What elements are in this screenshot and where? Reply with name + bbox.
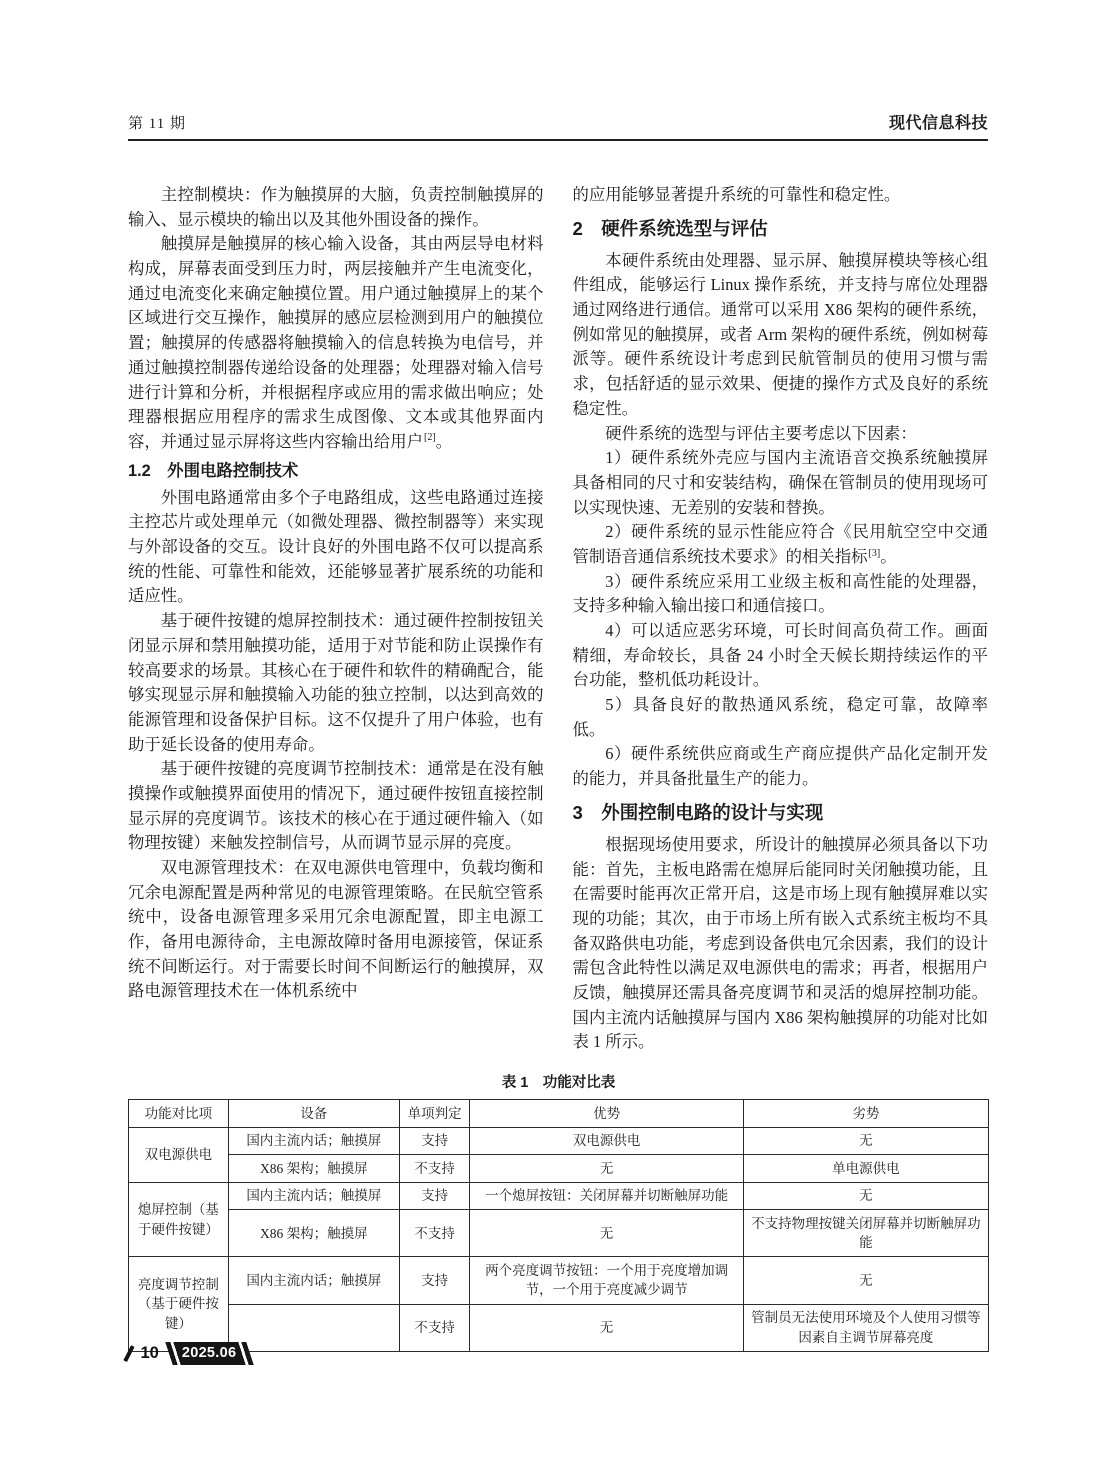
section-heading-2: 2 硬件系统选型与评估 [572, 217, 768, 239]
section-heading-3: 3 外围控制电路的设计与实现 [572, 801, 824, 823]
verdict-cell: 不支持 [399, 1155, 470, 1183]
left-column [128, 183, 544, 1055]
paragraph [128, 232, 544, 454]
feature-cell: 亮度调节控制（基于硬件按键） [129, 1257, 229, 1351]
issue-label: 第 11 期 [128, 116, 186, 132]
device-cell: X86 架构；触摸屏 [228, 1210, 399, 1257]
list-item: 3）硬件系统应采用工业级主板和高性能的处理器，支持多种输入输出接口和通信接口。 [572, 571, 988, 616]
verdict-cell: 不支持 [399, 1304, 470, 1351]
column-header: 设备 [228, 1100, 399, 1128]
disadvantage-cell: 无 [743, 1127, 988, 1155]
table-row [129, 1127, 989, 1155]
paragraph: 根据现场使用要求，所设计的触摸屏必须具备以下功能：首先，主板电路需在熄屏后能同时关闭触摸功能，且在需要时能再次正常开启，这是市场上现有触摸屏难以实现的功能；其次，由于市场上所有嵌入式系统主板均不具备双路供电功能，考虑到设备供电冗余因素，我们的设计需包含此特性以满足双电源供电的需求；再者，根据用户反馈，触摸屏还需具备亮度调节和灵活的熄屏控制功能。国内主流内话触摸屏与国内 X86 架构触摸屏的功能对比如表 1 所示。 [572, 834, 988, 1052]
table-row [129, 1304, 989, 1351]
table-row [129, 1155, 989, 1183]
issue-date-label: 2025.06 [181, 1344, 237, 1361]
verdict-cell: 支持 [399, 1127, 470, 1155]
advantage-cell: 无 [470, 1210, 743, 1257]
advantage-cell: 双电源供电 [470, 1127, 743, 1155]
device-cell: X86 架构；触摸屏 [228, 1155, 399, 1183]
device-cell: 国内主流内话；触摸屏 [228, 1127, 399, 1155]
table-row [129, 1257, 989, 1304]
device-cell: 国内主流内话；触摸屏 [228, 1182, 399, 1210]
paragraph: 基于硬件按键的亮度调节控制技术：通常是在没有触摸操作或触摸界面使用的情况下，通过硬件按钮直接控制显示屏的亮度调节。该技术的核心在于通过硬件输入（如物理按键）来触发控制信号，从而调节显示屏的亮度。 [128, 759, 544, 853]
page-number: 10 [140, 1343, 159, 1362]
list-item: 6）硬件系统供应商或生产商应提供产品化定制开发的能力，并具备批量生产的能力。 [572, 744, 988, 789]
list-item-tail: 。 [880, 546, 897, 566]
footnote-ref-3: [3] [868, 547, 881, 559]
disadvantage-cell: 无 [743, 1182, 988, 1210]
running-head [128, 110, 988, 141]
column-header: 单项判定 [399, 1100, 470, 1128]
device-cell: 国内主流内话；触摸屏 [228, 1257, 399, 1304]
issue-date-badge [165, 1342, 253, 1365]
paragraph: 基于硬件按键的熄屏控制技术：通过硬件控制按钮关闭显示屏和禁用触摸功能，适用于对节能和防止误操作有较高要求的场景。其核心在于硬件和软件的精确配合，能够实现显示屏和触摸输入功能的独立控制，以达到高效的能源管理和设备保护目标。这不仅提升了用户体验，也有助于延长设备的使用寿命。 [128, 611, 544, 754]
device-cell [228, 1304, 399, 1351]
disadvantage-cell: 不支持物理按键关闭屏幕并切断触屏功能 [743, 1210, 988, 1257]
advantage-cell: 两个亮度调节按钮：一个用于亮度增加调节，一个用于亮度减少调节 [470, 1257, 743, 1304]
footnote-ref-2: [2] [424, 432, 436, 444]
list-item: 1）硬件系统外壳应与国内主流语音交换系统触摸屏具备相同的尺寸和安装结构，确保在管制员的使用现场可以实现快速、无差别的安装和替换。 [572, 448, 988, 517]
verdict-cell: 支持 [399, 1182, 470, 1210]
page-footer [127, 1341, 249, 1365]
disadvantage-cell: 无 [743, 1257, 988, 1304]
paragraph-text: 触摸屏是触摸屏的核心输入设备，其由两层导电材料构成，屏幕表面受到压力时，两层接触并产生电流变化，通过电流变化来确定触摸位置。用户通过触摸屏上的某个区域进行交互操作，触摸屏的感应层检测到用户的触摸位置；触摸屏的传感器将触摸输入的信息转换为电信号，并通过触摸控制器传递给设备的处理器；处理器对输入信号进行计算和分析，并根据程序或应用的需求做出响应；处理器根据应用程序的需求生成图像、文本或其他界面内容，并通过显示屏将这些内容输出给用户 [128, 234, 544, 451]
feature-cell: 熄屏控制（基于硬件按键） [129, 1182, 229, 1257]
paragraph: 硬件系统的选型与评估主要考虑以下因素： [605, 423, 917, 443]
paragraph: 双电源管理技术：在双电源供电管理中，负载均衡和冗余电源配置是两种常见的电源管理策略。在民航空管系统中，设备电源管理多采用冗余电源配置，即主电源工作，备用电源待命，主电源故障时备用电源接管，保证系统不间断运行。对于需要长时间不间断运行的触摸屏，双路电源管理技术在一体机系统中 [128, 858, 544, 1001]
verdict-cell: 不支持 [399, 1210, 470, 1257]
advantage-cell: 无 [470, 1304, 743, 1351]
column-header: 优势 [470, 1100, 743, 1128]
paragraph-tail: 。 [435, 431, 453, 451]
column-header: 功能对比项 [129, 1100, 229, 1128]
list-item: 5）具备良好的散热通风系统，稳定可靠，故障率低。 [572, 695, 988, 739]
disadvantage-cell: 管制员无法使用环境及个人使用习惯等因素自主调节屏幕亮度 [743, 1304, 988, 1351]
table-block [128, 1071, 989, 1352]
advantage-cell: 一个熄屏按钮：关闭屏幕并切断触屏功能 [470, 1182, 743, 1210]
advantage-cell: 无 [470, 1155, 743, 1183]
article-body [128, 183, 988, 1055]
paragraph: 主控制模块：作为触摸屏的大脑，负责控制触摸屏的输入、显示模块的输出以及其他外围设备的操作。 [128, 185, 544, 229]
table-title: 表 1 功能对比表 [501, 1075, 616, 1091]
verdict-cell: 支持 [399, 1257, 470, 1304]
diagonal-slash-icon [123, 1345, 134, 1362]
table-row [129, 1210, 989, 1257]
right-column [573, 183, 989, 1055]
column-header: 劣势 [743, 1100, 988, 1128]
list-item: 4）可以适应恶劣环境，可长时间高负荷工作。画面精细，寿命较长，具备 24 小时全天候长期持续运作的平台功能，整机低功耗设计。 [572, 621, 988, 690]
table-row [129, 1182, 989, 1210]
feature-cell: 双电源供电 [129, 1127, 229, 1182]
paragraph-continuation: 的应用能够显著提升系统的可靠性和稳定性。 [572, 185, 901, 204]
list-item [573, 520, 989, 569]
table-header-row [129, 1100, 989, 1128]
disadvantage-cell: 单电源供电 [743, 1155, 988, 1183]
journal-name: 现代信息科技 [888, 115, 988, 132]
list-item-text: 2）硬件系统的显示性能应符合《民用航空空中交通管制语音通信系统技术要求》的相关指标 [572, 522, 988, 566]
paragraph: 外围电路通常由多个子电路组成，这些电路通过连接主控芯片或处理单元（如微处理器、微控制器等）来实现与外部设备的交互。设计良好的外围电路不仅可以提高系统的性能、可靠性和能效，还能够显著扩展系统的功能和适应性。 [128, 487, 544, 606]
comparison-table [128, 1099, 989, 1352]
subsection-heading-1-2: 1.2 外围电路控制技术 [128, 461, 299, 480]
paragraph: 本硬件系统由处理器、显示屏、触摸屏模块等核心组件组成，能够运行 Linux 操作系统，并支持与席位处理器通过网络进行通信。通常可以采用 X86 架构的硬件系统，例如常见的触摸屏，或者 Arm 架构的硬件系统，例如树莓派等。硬件系统设计考虑到民航管制员的使用习惯与需求，包括舒适的显示效果、便捷的操作方式及良好的系统稳定性。 [572, 250, 988, 418]
